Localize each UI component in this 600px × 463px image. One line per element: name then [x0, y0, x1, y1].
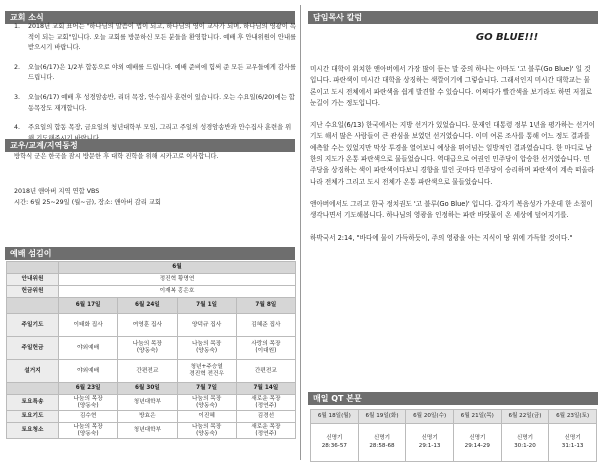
column-divider: [300, 5, 301, 460]
news-list: [14, 22, 297, 153]
news-title: 교회 소식: [5, 11, 295, 24]
qt-date: 6월 20일(수): [406, 410, 454, 424]
offering-label: 헌금위원: [7, 286, 59, 298]
worship-title: 예배 섬김이: [5, 247, 295, 260]
news-item: 2. 오늘(6/17)은 1/2부 합동으로 야외 예배를 드립니다. 예배 준비에 힘써 준 모든 교우들에게 감사를 드립니다.: [14, 63, 297, 82]
qt-passage: 신명기 28:36-57: [311, 424, 359, 462]
qt-passage: 신명기 29:1-13: [406, 424, 454, 462]
date-header: 7월 14일: [236, 383, 295, 395]
news-item: 4. 주요일의 합동 목장, 금요일의 청년대학부 모임, 그리고 주일의 성경암송반과 안수집사 훈련을 위: [14, 124, 292, 132]
table-row: 주일헌금 야외예배 나눔의 목장 (양동숙) 나눔의 목장 (양동숙) 사랑의 목장 (이대원): [7, 337, 296, 360]
table-row: 설거지 야외예배 간편전교 청년+주승열 경진혁 전건우 간편전교: [7, 360, 296, 383]
vbs-details: 시간: 6월 25~29일 (월~금), 장소: 앤아버 감리 교회: [14, 199, 161, 206]
news-item: 1. 2018년 교회 표어는 "하나님의 말씀이 법이 되고, 하나님의 영이 교사가 되며, 하나님의 영광이 목적이 되는 교회"입니다. 오늘 교회를 방문하신 모든 분들을 환영합니다. 예배 후 안내위원이 안내를 받으시기 바랍니다.: [14, 23, 297, 52]
qt-date: 6월 18일(월): [311, 410, 359, 424]
date-header: 6월 17일: [59, 298, 118, 314]
exchange-title: 교우/교계/지역동정: [5, 139, 295, 152]
column-paragraph: 미시간 대학이 위치한 앤아버에서 가장 많이 듣는 말 중의 하나는 아마도 '고 블루(Go Blue)' 일 것입니다. 파란색이 미시간 대학을 상징하는 색깔이기에 그렇습니다. 그래서인지 미시간 대학교는 물론이고 도시 전체에서 파란색을 쉽게 발견할 수 있습니다. 어쩌다가 빨간색을 보기라도 하면 저절로 눈길이 가는 정도입니다.: [310, 65, 593, 107]
qt-passage: 신명기 30:1-20: [501, 424, 549, 462]
qt-date: 6월 22일(금): [501, 410, 549, 424]
table-row: 주일기도 이태화 집사 여영훈 집사 양덕규 집사 김혜준 집사: [7, 314, 296, 337]
qt-date: 6월 23일(토): [549, 410, 597, 424]
month-header: 6월: [59, 262, 296, 274]
exchange-text: 방학식 군은 한국을 잠시 방문한 후 대학 진학을 위해 시카고로 이사합니다.: [14, 153, 219, 160]
date-header: 6월 30일: [118, 383, 177, 395]
date-header: 6월 23일: [59, 383, 118, 395]
news-item: 3. 오늘(6/17) 예배 후 성경암송반, 리더 목장, 안수집사 훈련이 있습니다. 오는 수요일(6/20)에는 합동목장도 재개합니다.: [14, 93, 295, 112]
qt-date: 6월 19일(화): [358, 410, 406, 424]
pastor-column-body: [310, 64, 595, 255]
guide-label: 안내위원: [7, 274, 59, 286]
worship-table: [6, 261, 296, 439]
offering-value: 이재복 홍은호: [59, 286, 296, 298]
table-row: 토요특송 나눔의 목장 (양동숙) 청년대학부 나눔의 목장 (양동숙) 새로운 목장 (정연주): [7, 395, 296, 411]
qt-table: [310, 409, 597, 462]
date-header: 6월 24일: [118, 298, 177, 314]
column-paragraph: 하박국서 2:14, "바다에 물이 가득하듯이, 주의 영광을 아는 지식이 땅 위에 가득할 것이다.": [310, 233, 573, 242]
qt-passage: 신명기 31:1-13: [549, 424, 597, 462]
column-paragraph: 앤아버에서도 그리고 한국 정치권도 '고 블루(Go Blue)' 입니다. 갑자기 복음성가 가운데 한 소절이 생각나면서 기도해봅니다. 하나님의 영광을 인정하는 파란 바닷물이 온 세상에 덮여지기를.: [310, 199, 593, 220]
guide-value: 정진혁 황명연: [59, 274, 296, 286]
right-column: [302, 0, 600, 463]
qt-passage: 신명기 29:14-29: [453, 424, 501, 462]
table-row: 토요기도 김수현 방효은 이진혜 김경선: [7, 411, 296, 423]
date-header: 7월 8일: [236, 298, 295, 314]
qt-title: 매일 QT 본문: [308, 392, 598, 405]
motto-handwritten: GO BLUE!!!: [475, 32, 539, 43]
qt-date: 6월 21일(목): [453, 410, 501, 424]
table-row: 토요청소 나눔의 목장 (양동숙) 청년대학부 나눔의 목장 (양동숙) 새로운 목장 (정연주): [7, 423, 296, 439]
column-title: 담임목사 칼럼: [308, 11, 598, 24]
date-header: 7월 1일: [177, 298, 236, 314]
qt-passage: 신명기 28:58-68: [358, 424, 406, 462]
vbs-title: 2018년 앤아버 지역 연합 VBS: [14, 188, 100, 195]
date-header: 7월 7일: [177, 383, 236, 395]
vbs-notice: [14, 186, 297, 208]
column-paragraph: 지난 수요일(6/13) 한국에서는 지방 선거가 있었습니다. 문재인 대통령 정부 1년을 평가하는 선거이기도 해서 많은 사람들이 큰 관심을 보였던 선거였습니다. 이미 여론 조사를 통해 어느 정도 결과를 예측할 수는 있었지만 막상 투경을 열어보니 예상을 뛰어넘는 일방적인 결과였습니다. 한 마디로 남한의 지도가 온통 파란색으로 물들었습니다. 역대급으로 여권인 민주당이 압승한 선거였습니다. 민주당을 상징하는 색이 파란색이다보니 경향을 빌인 곳마다 민주당이 승리하며 파란색이 계속 떠올라 나라 전체가 그리고 도시 전체가 온통 파란색으로 물들었습니다.: [310, 121, 595, 186]
